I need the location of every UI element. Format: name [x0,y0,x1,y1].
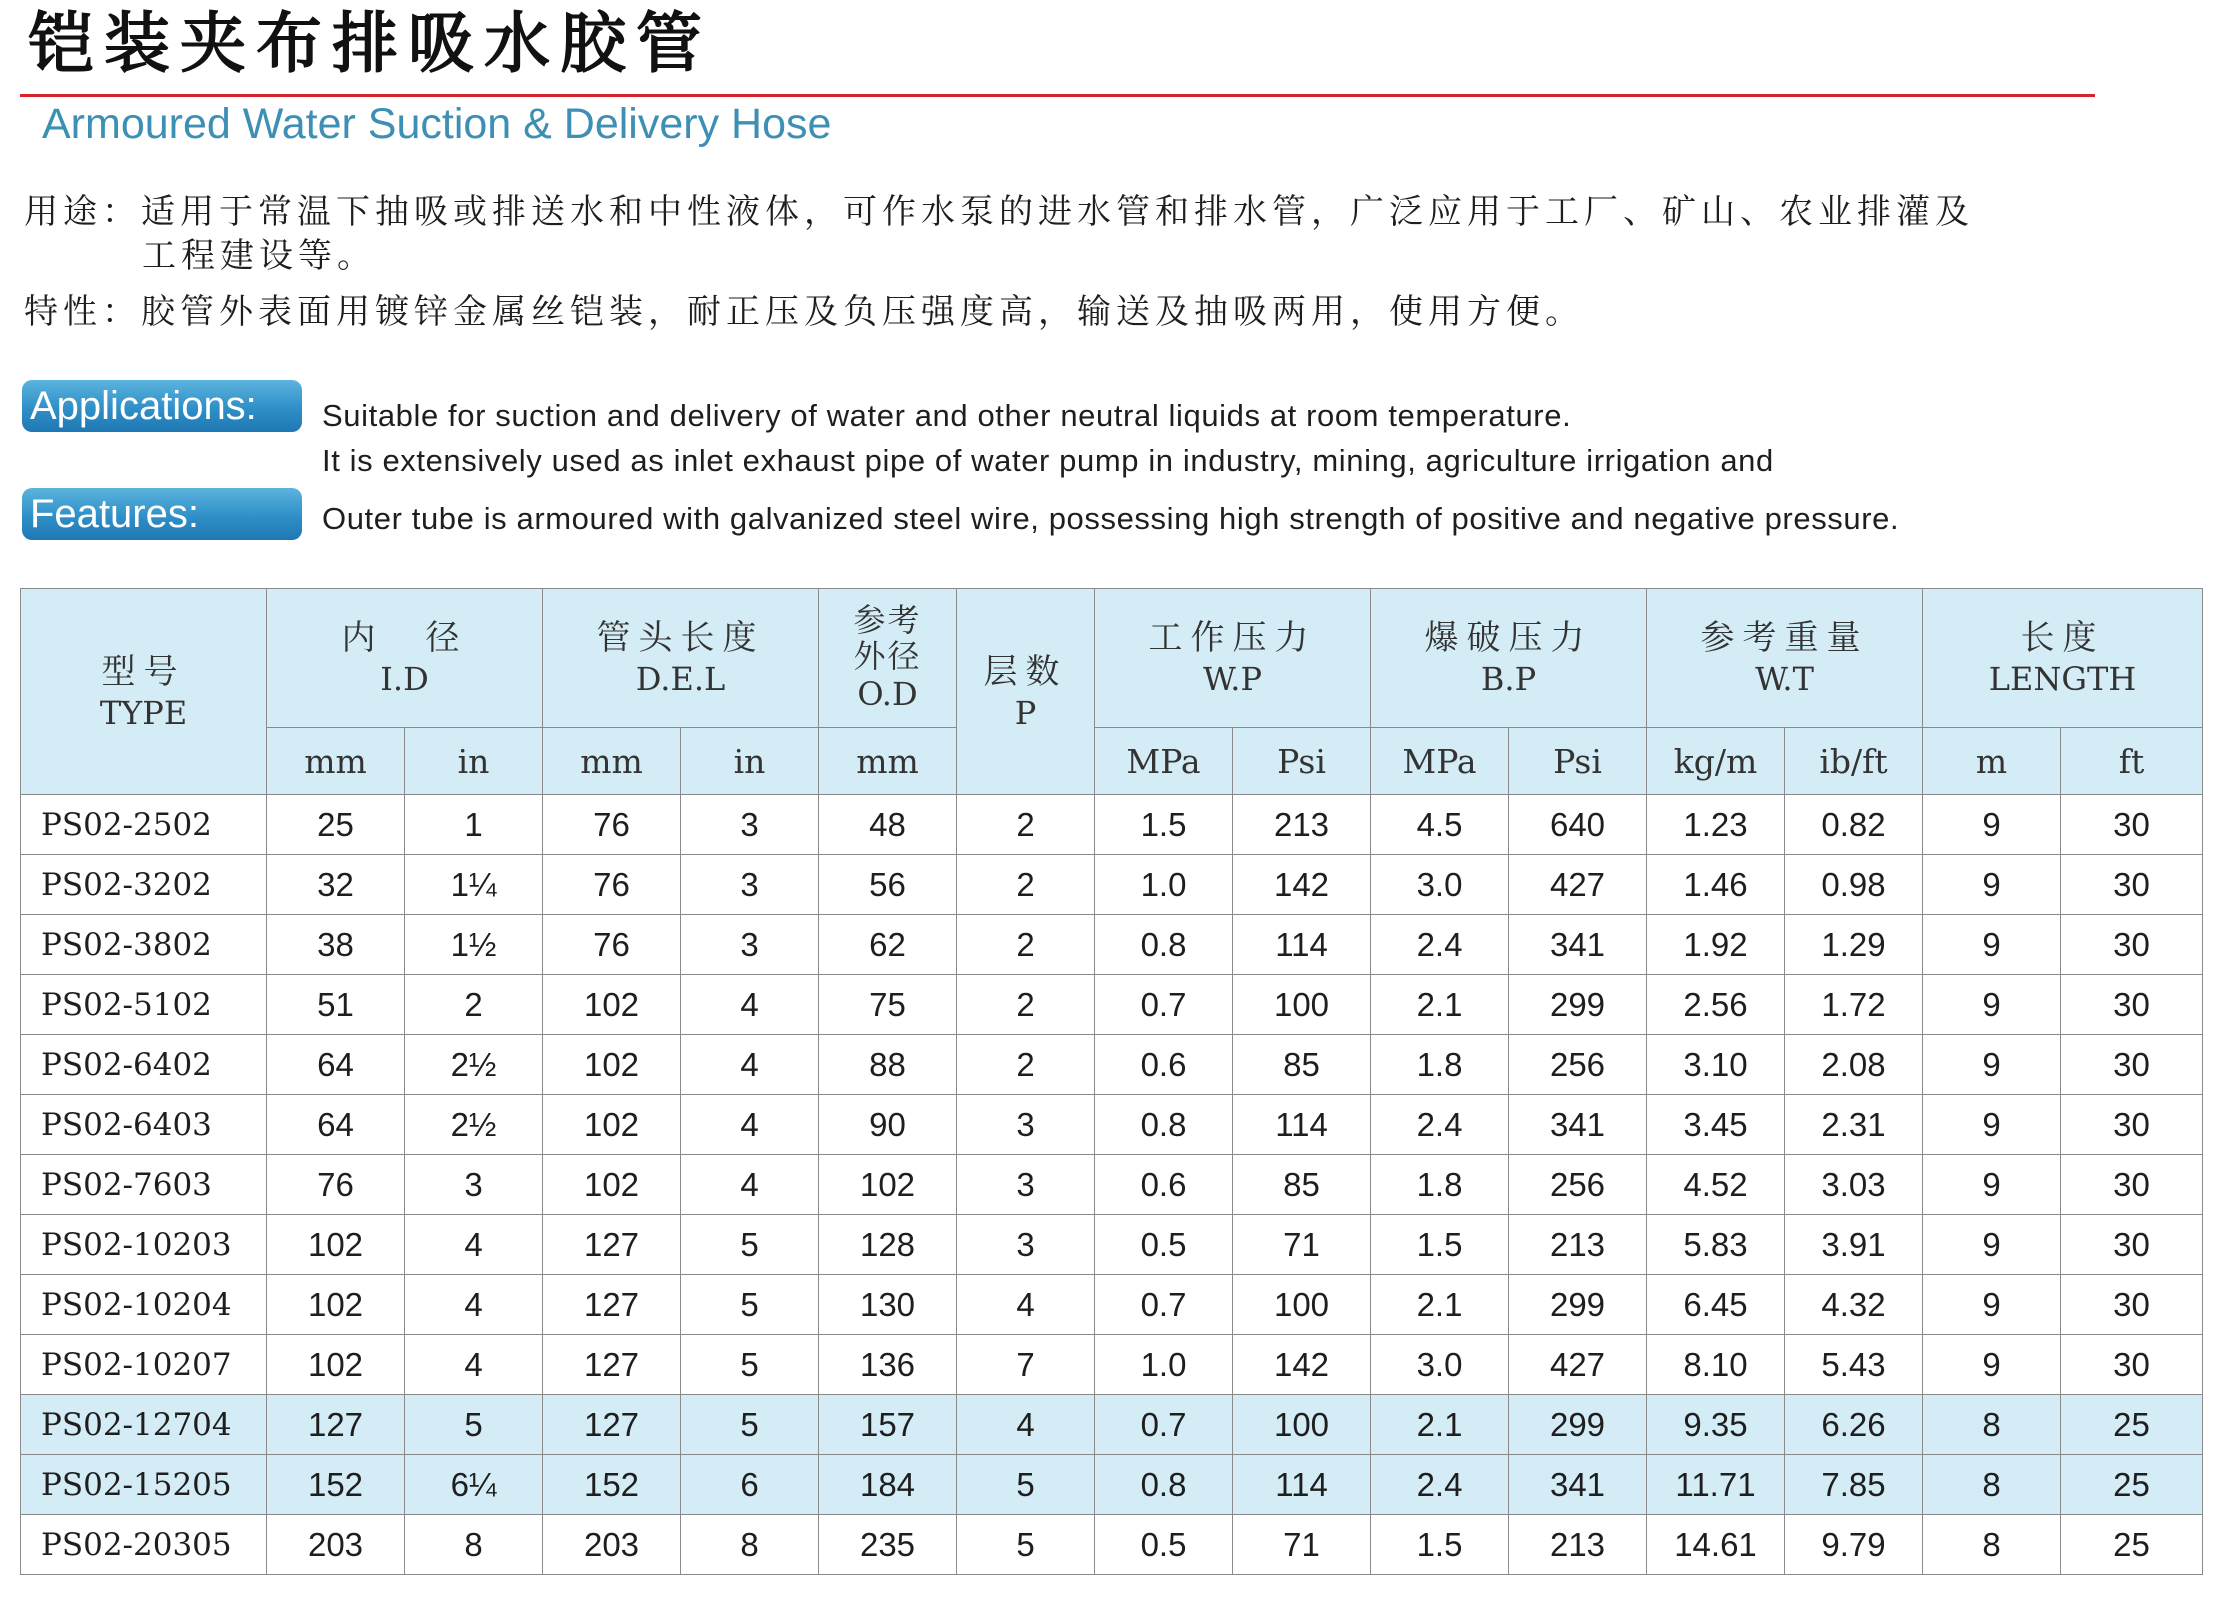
table-cell: 4 [681,1095,819,1155]
header-wp: 工作压力 W.P [1095,589,1371,728]
features-badge: Features: [22,488,302,540]
header-plies: 层数 P [957,589,1095,795]
table-cell: 203 [267,1515,405,1575]
table-cell: 203 [543,1515,681,1575]
unit-header: in [681,728,819,795]
table-cell: 76 [543,855,681,915]
table-cell: 8 [1923,1395,2061,1455]
table-cell: 4 [681,1035,819,1095]
table-cell: 102 [267,1275,405,1335]
table-row [21,1335,2203,1395]
table-cell: 30 [2061,1095,2203,1155]
table-cell: 90 [819,1095,957,1155]
table-cell: 3 [957,1215,1095,1275]
type-cell: PS02-10203 [21,1215,267,1275]
type-cell: PS02-2502 [21,795,267,855]
table-cell: 102 [819,1155,957,1215]
table-cell: 136 [819,1335,957,1395]
table-row [21,1395,2203,1455]
table-body [21,795,2203,1575]
table-cell: 213 [1233,795,1371,855]
table-cell: 2 [957,1035,1095,1095]
page-title-en: Armoured Water Suction & Delivery Hose [42,100,832,148]
table-cell: 3.0 [1371,855,1509,915]
table-cell: 3 [405,1155,543,1215]
table-cell: 5 [681,1395,819,1455]
table-cell: 2 [957,915,1095,975]
table-cell: 3 [681,795,819,855]
table-cell: 38 [267,915,405,975]
table-cell: 30 [2061,795,2203,855]
header-type: 型号 TYPE [21,589,267,795]
table-cell: 1.5 [1371,1515,1509,1575]
table-cell: 6 [681,1455,819,1515]
type-cell: PS02-12704 [21,1395,267,1455]
table-cell: 9 [1923,1095,2061,1155]
table-cell: 8 [681,1515,819,1575]
table-cell: 1½ [405,915,543,975]
header-wt: 参考重量 W.T [1647,589,1923,728]
table-cell: 102 [543,1035,681,1095]
table-cell: 256 [1509,1035,1647,1095]
table-cell: 3 [681,915,819,975]
table-cell: 76 [543,915,681,975]
table-cell: 213 [1509,1215,1647,1275]
table-cell: 0.8 [1095,1455,1233,1515]
table-cell: 3.0 [1371,1335,1509,1395]
table-cell: 4.5 [1371,795,1509,855]
table-cell: 0.8 [1095,1095,1233,1155]
table-cell: 142 [1233,1335,1371,1395]
unit-header: m [1923,728,2061,795]
spec-table [20,588,2203,1575]
table-cell: 4 [405,1215,543,1275]
table-cell: 127 [543,1215,681,1275]
table-cell: 0.7 [1095,1395,1233,1455]
table-cell: 102 [267,1335,405,1395]
features-text-en: Outer tube is armoured with galvanized steel wire, possessing high strength of positive and negative pressure. [322,501,1900,536]
table-cell: 2 [957,795,1095,855]
table-cell: 9 [1923,1335,2061,1395]
table-cell: 4 [681,1155,819,1215]
table-cell: 1.72 [1785,975,1923,1035]
type-cell: PS02-7603 [21,1155,267,1215]
table-cell: 127 [543,1335,681,1395]
table-cell: 8 [1923,1455,2061,1515]
table-units-row [21,728,2203,795]
table-cell: 2 [957,855,1095,915]
table-row [21,915,2203,975]
table-cell: 341 [1509,915,1647,975]
table-cell: 2½ [405,1035,543,1095]
table-cell: 62 [819,915,957,975]
table-cell: 5 [957,1515,1095,1575]
table-cell: 3 [681,855,819,915]
table-row [21,1155,2203,1215]
table-cell: 3.03 [1785,1155,1923,1215]
table-cell: 30 [2061,975,2203,1035]
unit-header: ib/ft [1785,728,1923,795]
header-od: 参考 外径 O.D [819,589,957,728]
header-id: 内 径 I.D [267,589,543,728]
table-cell: 32 [267,855,405,915]
table-cell: 2.08 [1785,1035,1923,1095]
table-cell: 2.1 [1371,975,1509,1035]
table-cell: 0.82 [1785,795,1923,855]
table-cell: 3.45 [1647,1095,1785,1155]
table-cell: 85 [1233,1035,1371,1095]
table-cell: 1 [405,795,543,855]
table-cell: 0.8 [1095,915,1233,975]
table-cell: 30 [2061,915,2203,975]
page-title-cn: 铠装夹布排吸水胶管 [28,5,712,82]
table-cell: 427 [1509,1335,1647,1395]
table-cell: 4 [405,1335,543,1395]
table-row [21,1515,2203,1575]
unit-header: ft [2061,728,2203,795]
unit-header: MPa [1371,728,1509,795]
table-cell: 5 [681,1335,819,1395]
table-cell: 5 [681,1275,819,1335]
table-cell: 100 [1233,1275,1371,1335]
table-cell: 299 [1509,1395,1647,1455]
table-cell: 9 [1923,1035,2061,1095]
features-text-cn: 特性：胶管外表面用镀锌金属丝铠装，耐正压及负压强度高，输送及抽吸两用，使用方便。 [24,292,1584,332]
table-cell: 9 [1923,795,2061,855]
table-cell: 235 [819,1515,957,1575]
table-cell: 30 [2061,1275,2203,1335]
table-cell: 0.98 [1785,855,1923,915]
table-cell: 3 [957,1155,1095,1215]
table-cell: 130 [819,1275,957,1335]
table-cell: 8 [405,1515,543,1575]
header-del: 管头长度 D.E.L [543,589,819,728]
table-cell: 71 [1233,1515,1371,1575]
table-cell: 1¼ [405,855,543,915]
table-cell: 102 [267,1215,405,1275]
table-cell: 5 [405,1395,543,1455]
table-cell: 4.52 [1647,1155,1785,1215]
table-cell: 640 [1509,795,1647,855]
table-cell: 127 [543,1275,681,1335]
table-cell: 9 [1923,1215,2061,1275]
table-cell: 3 [957,1095,1095,1155]
table-cell: 1.0 [1095,1335,1233,1395]
unit-header: Psi [1233,728,1371,795]
table-cell: 127 [543,1395,681,1455]
table-cell: 9.79 [1785,1515,1923,1575]
table-cell: 2 [957,975,1095,1035]
table-cell: 0.5 [1095,1215,1233,1275]
unit-header: Psi [1509,728,1647,795]
table-cell: 114 [1233,915,1371,975]
table-cell: 25 [2061,1515,2203,1575]
table-cell: 157 [819,1395,957,1455]
table-cell: 100 [1233,975,1371,1035]
table-cell: 2½ [405,1095,543,1155]
table-cell: 2.1 [1371,1275,1509,1335]
type-cell: PS02-10207 [21,1335,267,1395]
table-cell: 341 [1509,1095,1647,1155]
table-cell: 102 [543,975,681,1035]
table-row [21,855,2203,915]
table-cell: 71 [1233,1215,1371,1275]
table-row [21,1455,2203,1515]
table-cell: 1.23 [1647,795,1785,855]
table-cell: 11.71 [1647,1455,1785,1515]
table-cell: 9 [1923,915,2061,975]
table-cell: 0.7 [1095,975,1233,1035]
table-cell: 142 [1233,855,1371,915]
table-cell: 8 [1923,1515,2061,1575]
table-row [21,975,2203,1035]
table-cell: 48 [819,795,957,855]
unit-header: in [405,728,543,795]
table-cell: 152 [543,1455,681,1515]
table-cell: 152 [267,1455,405,1515]
table-cell: 2.4 [1371,1455,1509,1515]
usage-text-cn-continued: 工程建设等。 [142,236,376,276]
unit-header: mm [543,728,681,795]
table-row [21,795,2203,855]
table-cell: 8.10 [1647,1335,1785,1395]
table-cell: 1.8 [1371,1035,1509,1095]
table-cell: 9 [1923,1155,2061,1215]
table-cell: 5 [957,1455,1095,1515]
unit-header: kg/m [1647,728,1785,795]
table-cell: 2 [405,975,543,1035]
table-cell: 1.92 [1647,915,1785,975]
table-cell: 5.43 [1785,1335,1923,1395]
type-cell: PS02-15205 [21,1455,267,1515]
table-cell: 341 [1509,1455,1647,1515]
table-cell: 30 [2061,855,2203,915]
table-cell: 9 [1923,855,2061,915]
table-row [21,1215,2203,1275]
type-cell: PS02-10204 [21,1275,267,1335]
table-cell: 30 [2061,1155,2203,1215]
table-cell: 25 [2061,1395,2203,1455]
table-cell: 76 [267,1155,405,1215]
type-cell: PS02-20305 [21,1515,267,1575]
unit-header: mm [819,728,957,795]
usage-text-cn: 用途：适用于常温下抽吸或排送水和中性液体，可作水泵的进水管和排水管，广泛应用于工厂、矿山、农业排灌及 [24,192,1974,232]
table-cell: 127 [267,1395,405,1455]
table-cell: 2.4 [1371,1095,1509,1155]
table-cell: 299 [1509,1275,1647,1335]
unit-header: mm [267,728,405,795]
table-cell: 114 [1233,1455,1371,1515]
table-cell: 3.91 [1785,1215,1923,1275]
table-cell: 102 [543,1095,681,1155]
table-cell: 7 [957,1335,1095,1395]
table-cell: 5.83 [1647,1215,1785,1275]
table-cell: 9 [1923,975,2061,1035]
table-cell: 88 [819,1035,957,1095]
table-cell: 1.0 [1095,855,1233,915]
table-header-row [21,589,2203,728]
table-row [21,1275,2203,1335]
table-cell: 114 [1233,1095,1371,1155]
table-cell: 30 [2061,1035,2203,1095]
table-cell: 76 [543,795,681,855]
table-cell: 1.29 [1785,915,1923,975]
table-cell: 9.35 [1647,1395,1785,1455]
table-cell: 1.5 [1371,1215,1509,1275]
unit-header: MPa [1095,728,1233,795]
table-cell: 102 [543,1155,681,1215]
applications-badge: Applications: [22,380,302,432]
table-cell: 75 [819,975,957,1035]
table-cell: 25 [2061,1455,2203,1515]
header-bp: 爆破压力 B.P [1371,589,1647,728]
table-cell: 100 [1233,1395,1371,1455]
type-cell: PS02-6402 [21,1035,267,1095]
table-cell: 1.46 [1647,855,1785,915]
table-cell: 427 [1509,855,1647,915]
applications-text-line-2: It is extensively used as inlet exhaust pipe of water pump in industry, mining, agriculture irrigation and [322,443,1774,478]
table-cell: 6.45 [1647,1275,1785,1335]
type-cell: PS02-3202 [21,855,267,915]
table-cell: 299 [1509,975,1647,1035]
table-cell: 256 [1509,1155,1647,1215]
table-cell: 5 [681,1215,819,1275]
table-cell: 14.61 [1647,1515,1785,1575]
table-cell: 213 [1509,1515,1647,1575]
table-cell: 4.32 [1785,1275,1923,1335]
table-cell: 2.1 [1371,1395,1509,1455]
table-cell: 2.31 [1785,1095,1923,1155]
table-cell: 0.6 [1095,1035,1233,1095]
table-row [21,1095,2203,1155]
type-cell: PS02-5102 [21,975,267,1035]
applications-text-line-1: Suitable for suction and delivery of water and other neutral liquids at room temperature. [322,398,1572,433]
table-row [21,1035,2203,1095]
table-cell: 56 [819,855,957,915]
table-cell: 6¼ [405,1455,543,1515]
table-cell: 6.26 [1785,1395,1923,1455]
table-cell: 4 [681,975,819,1035]
table-cell: 184 [819,1455,957,1515]
table-cell: 30 [2061,1335,2203,1395]
table-cell: 51 [267,975,405,1035]
table-cell: 1.5 [1095,795,1233,855]
table-cell: 2.4 [1371,915,1509,975]
table-cell: 0.7 [1095,1275,1233,1335]
table-cell: 3.10 [1647,1035,1785,1095]
table-cell: 9 [1923,1275,2061,1335]
table-cell: 2.56 [1647,975,1785,1035]
table-cell: 4 [405,1275,543,1335]
table-cell: 0.6 [1095,1155,1233,1215]
table-cell: 64 [267,1095,405,1155]
table-cell: 25 [267,795,405,855]
table-cell: 4 [957,1395,1095,1455]
table-cell: 1.8 [1371,1155,1509,1215]
table-cell: 64 [267,1035,405,1095]
table-cell: 30 [2061,1215,2203,1275]
header-length: 长度 LENGTH [1923,589,2203,728]
table-cell: 0.5 [1095,1515,1233,1575]
type-cell: PS02-3802 [21,915,267,975]
table-cell: 128 [819,1215,957,1275]
table-cell: 85 [1233,1155,1371,1215]
table-cell: 7.85 [1785,1455,1923,1515]
table-cell: 4 [957,1275,1095,1335]
type-cell: PS02-6403 [21,1095,267,1155]
